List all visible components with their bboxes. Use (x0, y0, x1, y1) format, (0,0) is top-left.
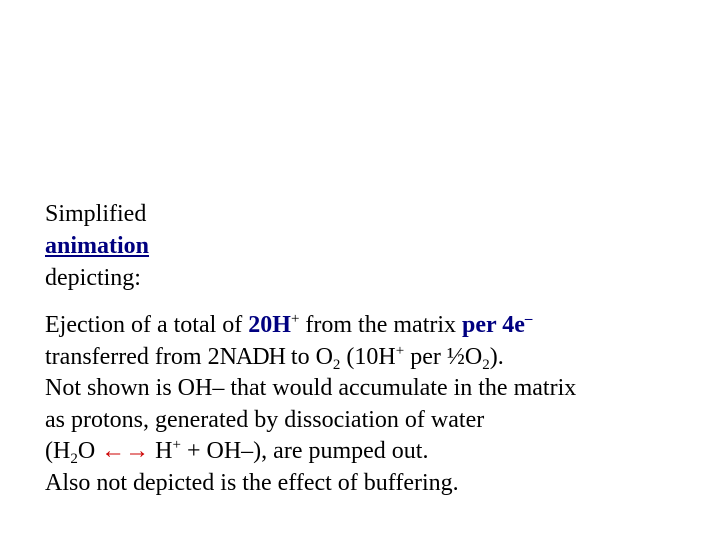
text-fragment: transferred from 2 (45, 343, 220, 370)
superscript-plus: + (290, 311, 300, 327)
intro-line-depicting: depicting: (45, 265, 141, 291)
text-fragment: H (149, 438, 173, 465)
body-line-3: Not shown is OH– that would accumulate in the matrix (45, 375, 577, 402)
intro-line-link (45, 230, 149, 262)
superscript-plus: + (172, 437, 181, 454)
body-line-6: Also not depicted is the effect of buffering. (45, 469, 459, 496)
text-fragment: ). (489, 343, 504, 370)
intro-line-simplified: Simplified (45, 201, 147, 227)
proton-count: 20 (248, 312, 273, 338)
subscript-2: 2 (70, 451, 78, 468)
electron-symbol: e (514, 312, 525, 338)
body-text (45, 310, 715, 500)
text-fragment: (10H (340, 343, 396, 370)
text-fragment: (H (45, 438, 71, 465)
text-fragment: + OH–), are pumped out. (180, 438, 429, 465)
body-line-5 (45, 436, 715, 468)
per-electrons: per 4 (462, 312, 515, 338)
body-line-1 (45, 310, 715, 342)
double-arrow-icon: ←→ (101, 438, 150, 465)
text-fragment: O (77, 438, 102, 465)
text-fragment: to O (284, 343, 333, 370)
text-fragment: from the matrix (299, 312, 463, 338)
body-line-4: as protons, generated by dissociation of water (45, 406, 485, 433)
animation-link[interactable]: animation (45, 233, 150, 259)
subscript-2: 2 (482, 356, 490, 373)
proton-symbol: H (272, 312, 291, 338)
intro-block (45, 198, 149, 294)
text-fragment: per ½O (404, 343, 483, 370)
nadh-text: NADH (219, 343, 285, 370)
subscript-2: 2 (332, 356, 341, 373)
text-fragment: Ejection of a total of (45, 312, 249, 338)
superscript-minus: – (524, 311, 533, 327)
body-line-2 (45, 342, 715, 374)
superscript-plus: + (395, 342, 405, 359)
